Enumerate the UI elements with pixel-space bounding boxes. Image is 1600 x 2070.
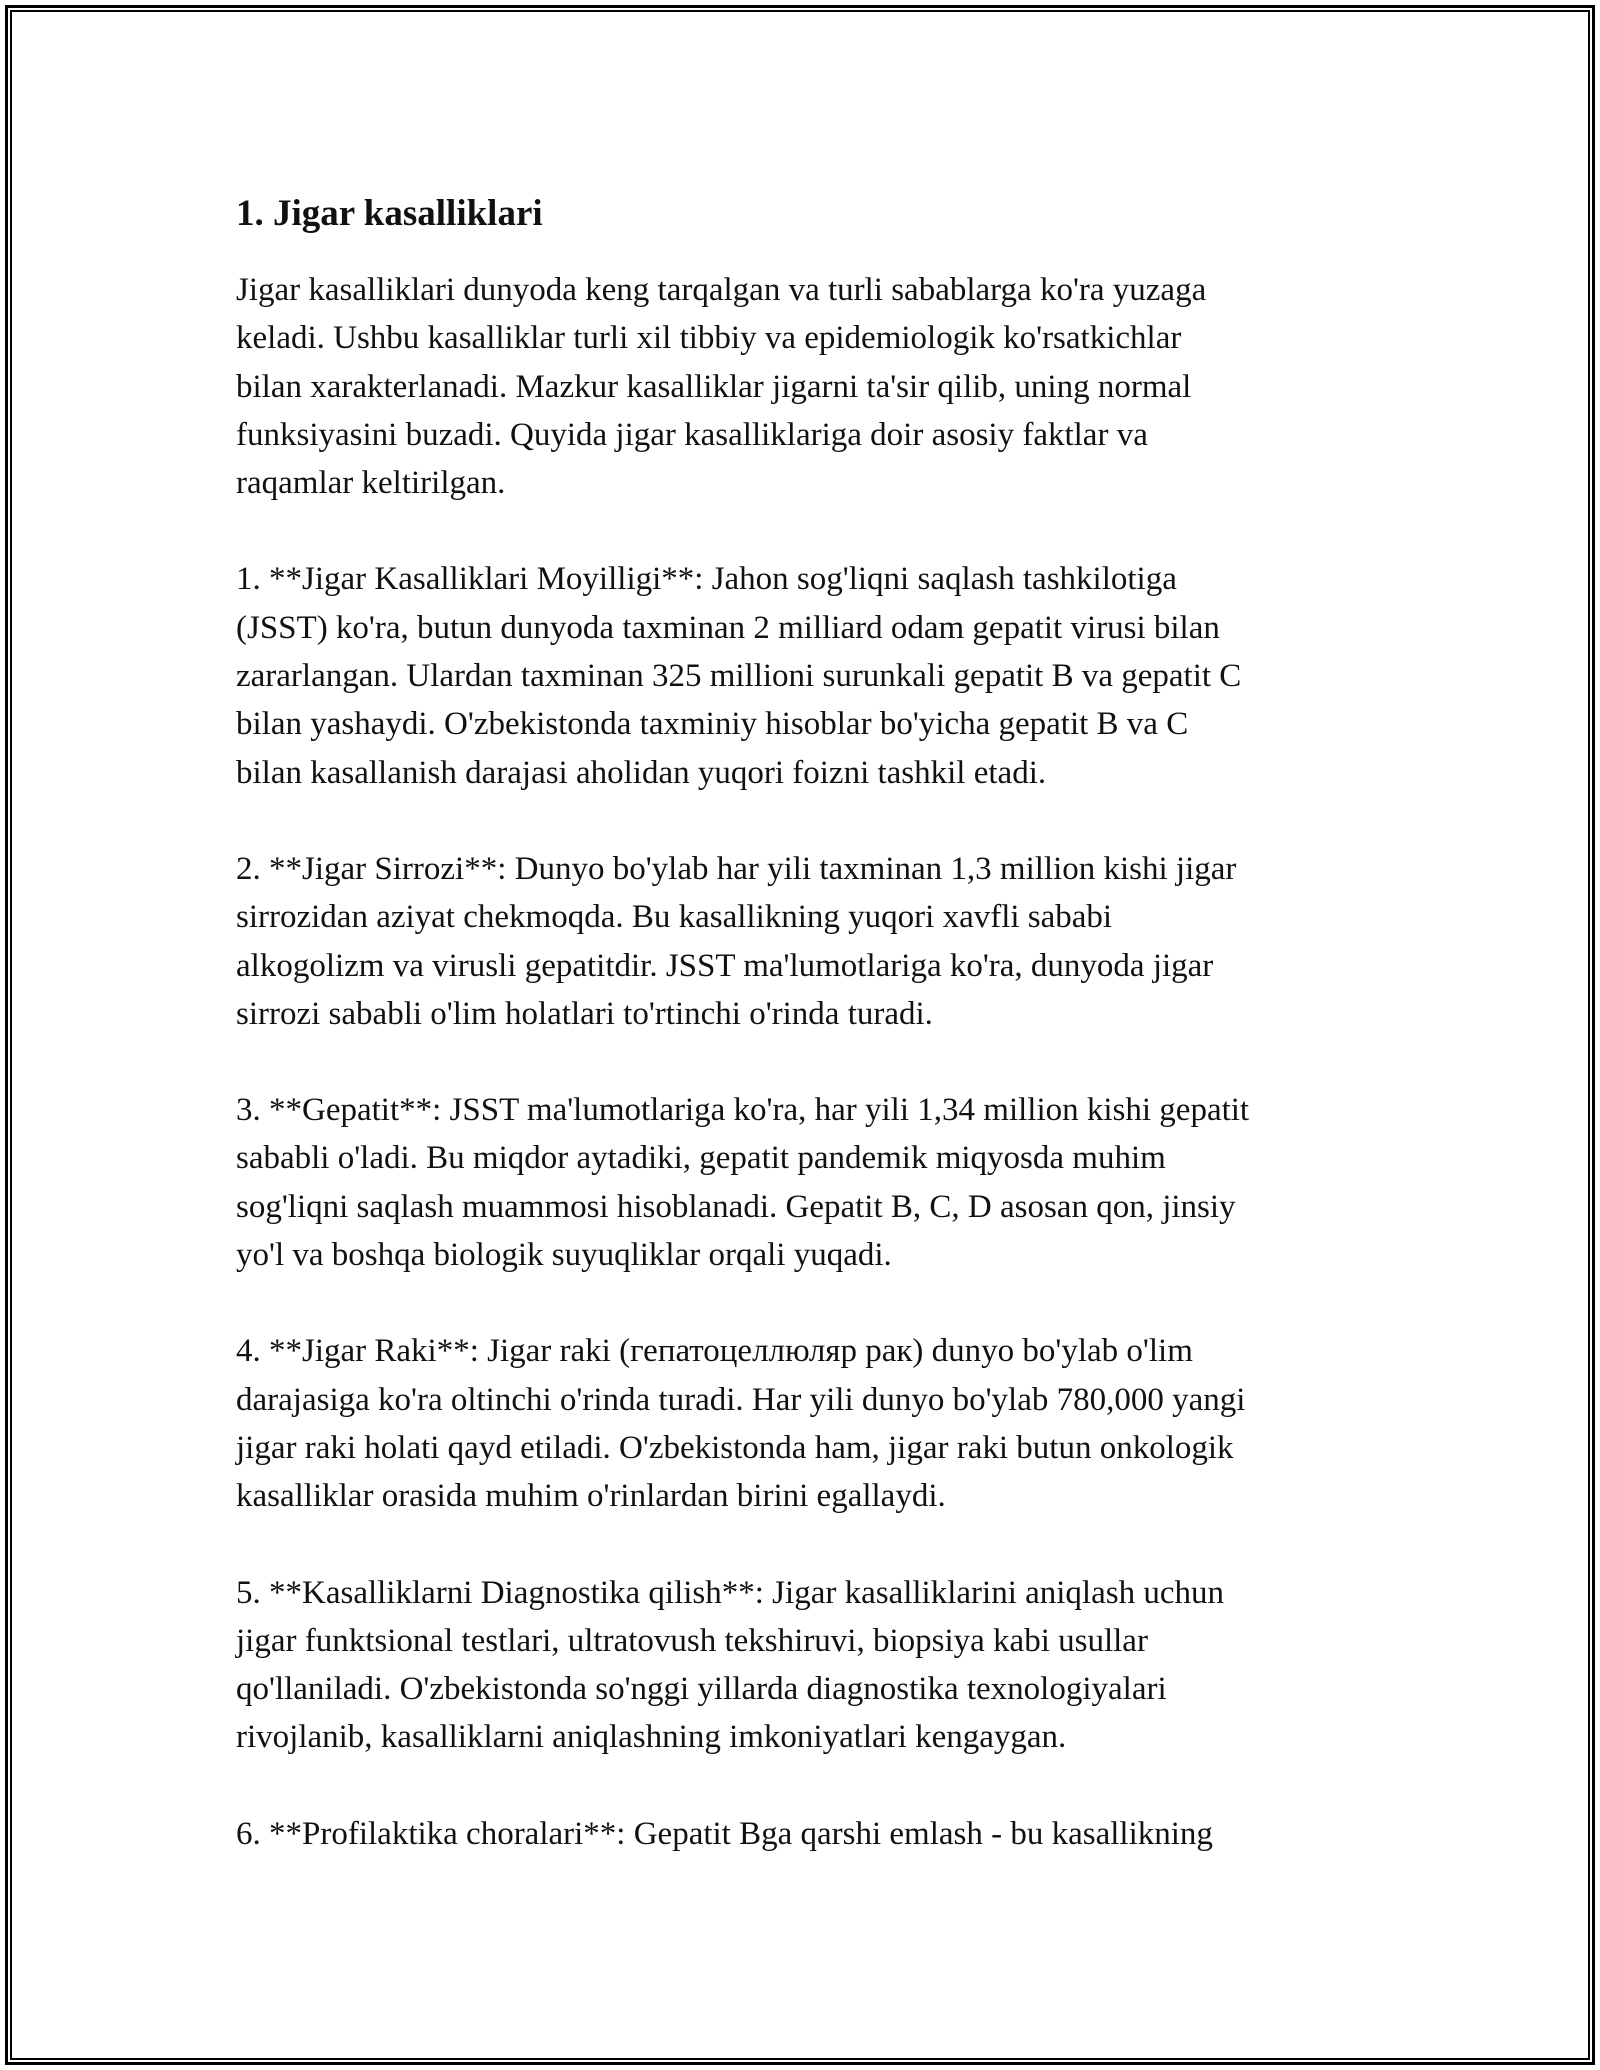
text-line: kasalliklar orasida muhim o'rinlardan birini egallaydi.: [236, 1478, 946, 1515]
text-line: sirrozidan aziyat chekmoqda. Bu kasallikning yuqori xavfli sababi: [236, 899, 1113, 936]
text-line: funksiyasini buzadi. Quyida jigar kasalliklariga doir asosiy faktlar va: [236, 416, 1148, 453]
text-line: Jigar kasalliklari dunyoda keng tarqalgan va turli sabablarga ko'ra yuzaga: [236, 272, 1207, 308]
item-5-paragraph: [236, 1569, 1366, 1762]
text-line: qo'llaniladi. O'zbekistonda so'nggi yillarda diagnostika texnologiyalari: [236, 1671, 1167, 1708]
text-line: 1. **Jigar Kasalliklari Moyilligi**: Jahon sog'liqni saqlash tashkilotiga: [236, 561, 1177, 598]
text-line: rivojlanib, kasalliklarni aniqlashning imkoniyatlari kengaygan.: [236, 1719, 1067, 1756]
item-2-paragraph: [236, 845, 1366, 1038]
text-line: sog'liqni saqlash muammosi hisoblanadi. Gepatit B, C, D asosan qon, jinsiy: [236, 1188, 1236, 1225]
text-line: raqamlar keltirilgan.: [236, 465, 506, 502]
document-body: [236, 188, 1366, 1906]
text-line: zararlangan. Ulardan taxminan 325 millioni surunkali gepatit B va gepatit C: [236, 658, 1242, 695]
text-line: 5. **Kasalliklarni Diagnostika qilish**: Jigar kasalliklarini aniqlash uchun: [236, 1574, 1224, 1611]
text-line: jigar raki holati qayd etiladi. O'zbekistonda ham, jigar raki butun onkologik: [236, 1429, 1234, 1466]
text-line: 4. **Jigar Raki**: Jigar raki (гепатоцеллюляр рак) dunyo bo'ylab o'lim: [236, 1333, 1193, 1370]
item-4-paragraph: [236, 1327, 1366, 1520]
text-line: 2. **Jigar Sirrozi**: Dunyo bo'ylab har yili taxminan 1,3 million kishi jigar: [236, 850, 1237, 887]
text-line: bilan kasallanish darajasi aholidan yuqori foizni tashkil etadi.: [236, 754, 1047, 791]
section-heading: 1. Jigar kasalliklari: [236, 193, 543, 234]
text-line: 6. **Profilaktika choralari**: Gepatit Bga qarshi emlash - bu kasallikning: [236, 1815, 1213, 1852]
text-line: keladi. Ushbu kasalliklar turli xil tibbiy va epidemiologik ko'rsatkichlar: [236, 320, 1182, 357]
text-line: jigar funktsional testlari, ultratovush tekshiruvi, biopsiya kabi usullar: [236, 1622, 1148, 1659]
item-3-paragraph: [236, 1086, 1366, 1279]
text-line: bilan xarakterlanadi. Mazkur kasalliklar jigarni ta'sir qilib, uning normal: [236, 368, 1192, 405]
item-6-paragraph: [236, 1810, 1366, 1858]
intro-paragraph: [236, 266, 1366, 507]
text-line: sababli o'ladi. Bu miqdor aytadiki, gepatit pandemik miqyosda muhim: [236, 1140, 1166, 1177]
text-line: (JSST) ko'ra, butun dunyoda taxminan 2 milliard odam gepatit virusi bilan: [236, 609, 1220, 646]
text-line: sirrozi sababli o'lim holatlari to'rtinchi o'rinda turadi.: [236, 995, 933, 1032]
text-line: darajasiga ko'ra oltinchi o'rinda turadi. Har yili dunyo bo'ylab 780,000 yangi: [236, 1381, 1246, 1418]
text-line: bilan yashaydi. O'zbekistonda taxminiy hisoblar bo'yicha gepatit B va C: [236, 706, 1189, 743]
item-1-paragraph: [236, 555, 1366, 796]
text-line: 3. **Gepatit**: JSST ma'lumotlariga ko'ra, har yili 1,34 million kishi gepatit: [236, 1092, 1250, 1129]
text-line: yo'l va boshqa biologik suyuqliklar orqali yuqadi.: [236, 1237, 892, 1274]
text-line: alkogolizm va virusli gepatitdir. JSST ma'lumotlariga ko'ra, dunyoda jigar: [236, 947, 1214, 984]
